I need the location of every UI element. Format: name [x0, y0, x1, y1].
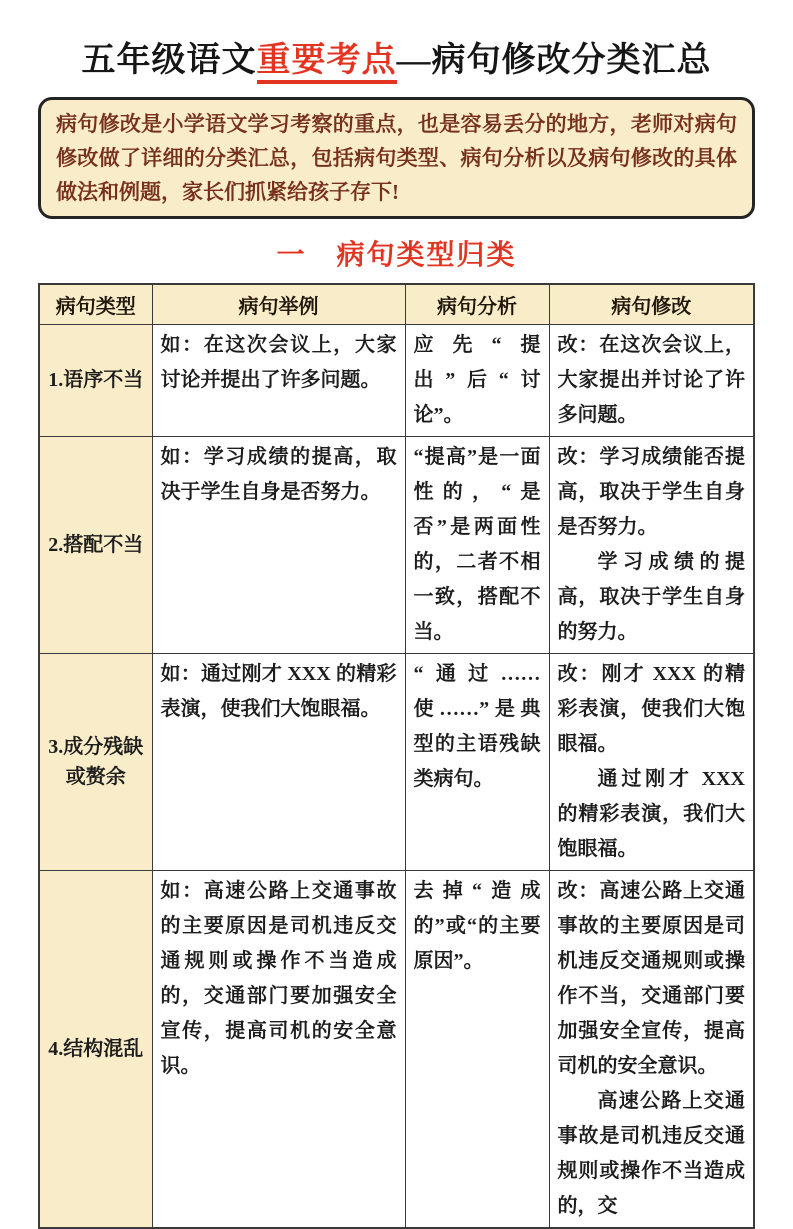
example-cell-paragraph: 如：通过刚才 XXX 的精彩表演，使我们大饱眼福。: [160, 662, 397, 720]
analysis-cell: [405, 436, 549, 653]
revision-cell-paragraph: 改：学习成绩能否提高，取决于学生自身是否努力。: [557, 445, 745, 538]
example-cell: [152, 653, 405, 870]
revision-cell-paragraph: 高速公路上交通事故是司机违反交通规则或操作不当造成的，交: [557, 1089, 745, 1217]
page-title: [38, 32, 755, 81]
analysis-cell-paragraph: “通过……使……”是典型的主语残缺类病句。: [413, 662, 541, 790]
revision-cell: [549, 653, 754, 870]
analysis-cell-paragraph: “提高”是一面性的，“是否”是两面性的，二者不相一致，搭配不当。: [413, 445, 541, 643]
error-type-cell: 2.搭配不当: [39, 436, 152, 653]
table-row: [39, 653, 754, 870]
title-highlight: 重要考点: [257, 42, 397, 84]
revision-cell-paragraph: 学习成绩的提高，取决于学生自身的努力。: [557, 550, 745, 643]
revision-cell-paragraph: 改：在这次会议上，大家提出并讨论了许多问题。: [557, 333, 745, 426]
error-types-table: [38, 283, 755, 1229]
table-row: [39, 324, 754, 436]
revision-cell-paragraph: 改：高速公路上交通事故的主要原因是司机违反交通规则或操作不当，交通部门要加强安全宣传，提高司机的安全意识。: [557, 879, 745, 1077]
example-cell-paragraph: 如：高速公路上交通事故的主要原因是司机违反交通规则或操作不当造成的，交通部门要加强安全宣传，提高司机的安全意识。: [160, 879, 397, 1077]
example-cell-paragraph: 如：在这次会议上，大家讨论并提出了许多问题。: [160, 333, 397, 391]
analysis-cell-paragraph: 去掉“造成的”或“的主要原因”。: [413, 879, 541, 972]
column-header-3: 病句修改: [549, 284, 754, 324]
column-header-0: 病句类型: [39, 284, 152, 324]
example-cell: [152, 324, 405, 436]
column-header-2: 病句分析: [405, 284, 549, 324]
revision-cell-paragraph: 通过刚才 XXX 的精彩表演，我们大饱眼福。: [557, 767, 745, 860]
revision-cell: [549, 324, 754, 436]
title-prefix: 五年级语文: [81, 42, 257, 79]
analysis-cell: [405, 870, 549, 1228]
example-cell-paragraph: 如：学习成绩的提高，取决于学生自身是否努力。: [160, 445, 397, 503]
revision-cell-paragraph: 改：刚才 XXX 的精彩表演，使我们大饱眼福。: [557, 662, 745, 755]
section-heading: 一 病句类型归类: [276, 240, 517, 271]
column-header-1: 病句举例: [152, 284, 405, 324]
intro-text: 病句修改是小学语文学习考察的重点，也是容易丢分的地方，老师对病句修改做了详细的分类汇总，包括病句类型、病句分析以及病句修改的具体做法和例题，家长们抓紧给孩子存下!: [56, 112, 737, 204]
analysis-cell-paragraph: 应先“提出”后“讨论”。: [413, 333, 541, 426]
revision-cell: [549, 436, 754, 653]
intro-box: [38, 97, 755, 219]
example-cell: [152, 436, 405, 653]
table-row: [39, 436, 754, 653]
title-suffix: —病句修改分类汇总: [396, 42, 712, 79]
error-type-cell: 4.结构混乱: [39, 870, 152, 1228]
error-type-cell: 3.成分残缺或赘余: [39, 653, 152, 870]
table-row: [39, 870, 754, 1228]
analysis-cell: [405, 324, 549, 436]
table-header-row: [39, 284, 754, 324]
revision-cell: [549, 870, 754, 1228]
error-type-cell: 1.语序不当: [39, 324, 152, 436]
table-body: [39, 324, 754, 1228]
analysis-cell: [405, 653, 549, 870]
example-cell: [152, 870, 405, 1228]
